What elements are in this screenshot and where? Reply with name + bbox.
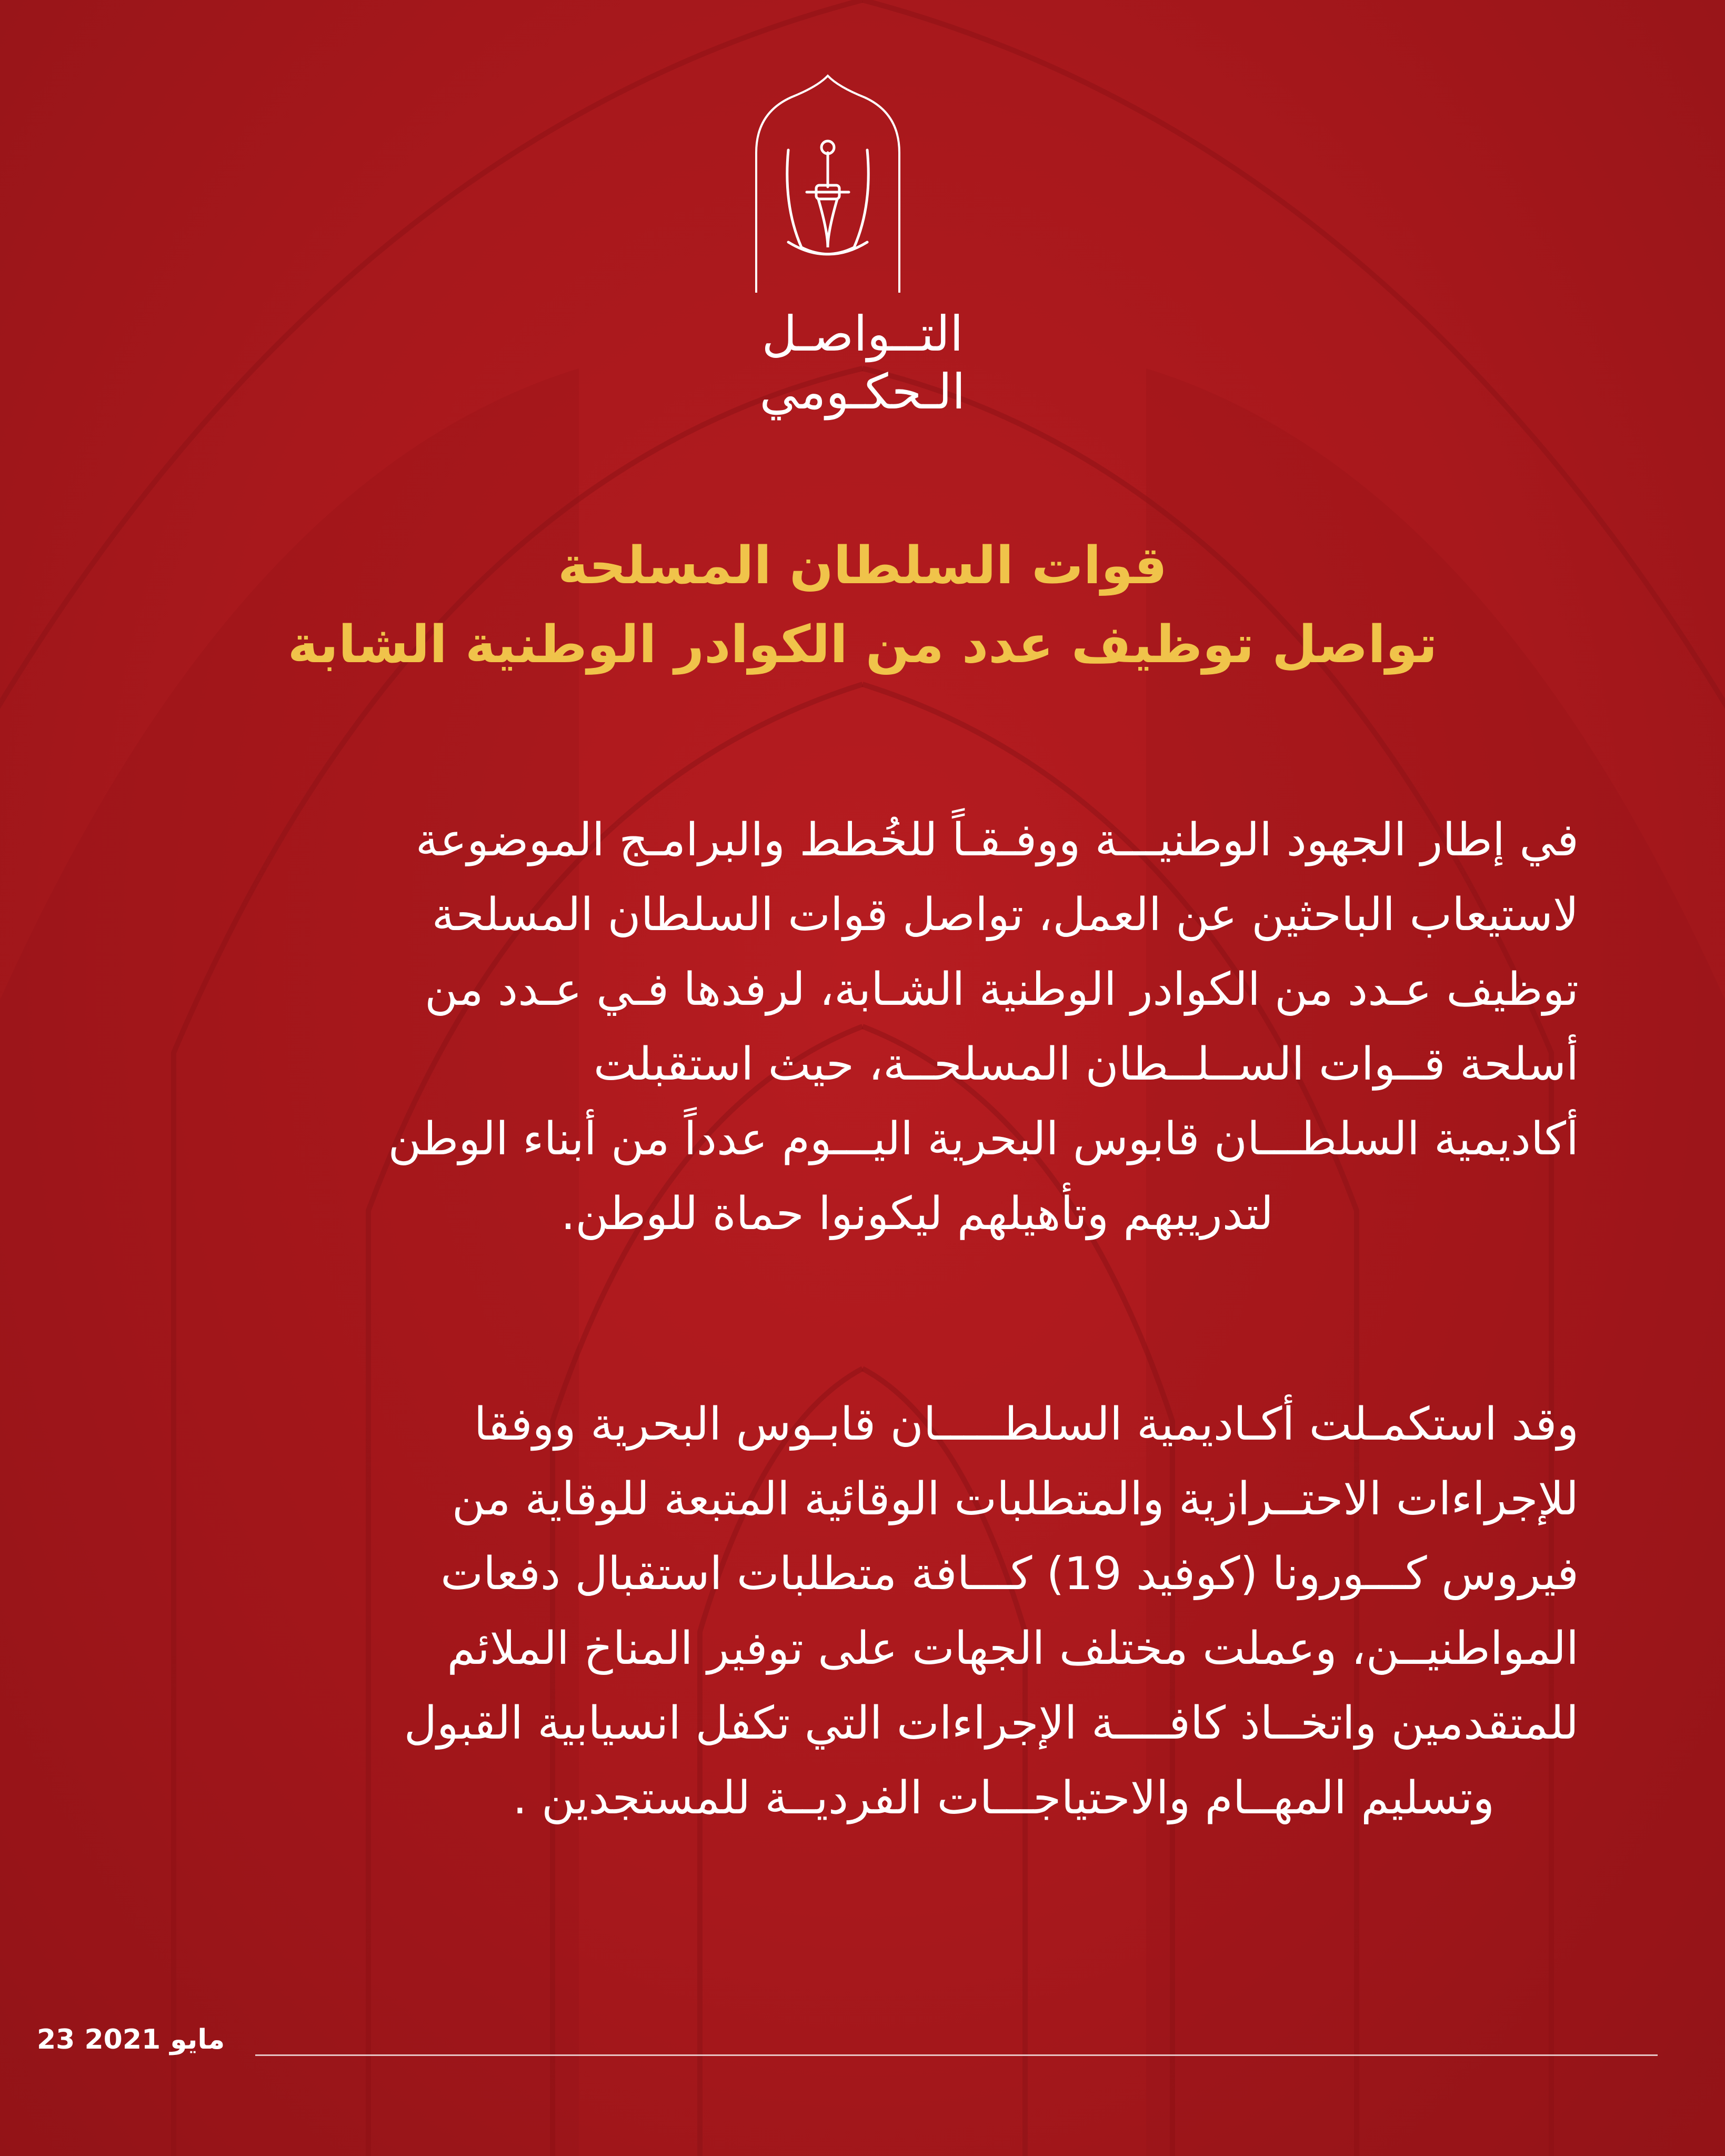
brand-name-line1: التــواصـل — [761, 306, 964, 362]
headline-line2: تواصل توظيف عدد من الكوادر الوطنية الشابة — [287, 615, 1438, 675]
government-communication-emblem — [754, 74, 901, 295]
paragraph-line: للمتقدمين واتخــاذ كافــــة الإجراءات التي تكفل انسيابية القبول — [404, 1697, 1579, 1750]
paragraph-2 — [126, 1387, 1579, 1835]
headline-line1: قوات السلطان المسلحة — [558, 536, 1167, 596]
paragraph-line: للإجراءات الاحتــرازية والمتطلبات الوقائية المتبعة للوقاية من — [452, 1473, 1579, 1525]
paragraph-line: أكاديمية السلطـــان قابوس البحرية اليـــوم عدداً من أبناء الوطن — [388, 1113, 1579, 1165]
paragraph-line: وقد استكمـلت أكـاديمية السلطـــــان قابـوس البحرية ووفقا — [474, 1398, 1579, 1451]
footer-divider — [255, 2054, 1658, 2056]
paragraph-line: لتدريبهم وتأهيلهم ليكونوا حماة للوطن. — [560, 1187, 1273, 1240]
paragraph-line: في إطار الجهود الوطنيـــة ووفـقـاً للخُطط والبرامـج الموضوعة — [415, 814, 1579, 866]
paragraph-line: وتسليم المهــام والاحتياجـــات الفرديــة للمستجدين . — [513, 1772, 1495, 1824]
paragraph-line: المواطنيــن، وعملت مختلف الجهات على توفير المناخ الملائم — [447, 1622, 1579, 1675]
paragraph-line: أسلحة قــوات الســلــطان المسلحــة، حيث استقبلت — [593, 1038, 1579, 1091]
paragraph-line: توظيف عـدد من الكوادر الوطنية الشـابة، لرفدها فـي عـدد من — [425, 963, 1579, 1016]
brand-name — [652, 305, 1073, 421]
brand-name-line2: الـحكـومي — [759, 364, 966, 420]
paragraph-line: لاستيعاب الباحثين عن العمل، تواصل قوات السلطان المسلحة — [432, 889, 1579, 941]
khanjar-emblem-icon — [787, 141, 868, 254]
headline — [105, 526, 1620, 684]
publication-date: 23 مايو 2021 — [37, 2024, 225, 2055]
paragraph-line: فيروس كـــورونا (كوفيد 19) كـــافة متطلبات استقبال دفعات — [440, 1548, 1579, 1600]
paragraph-1 — [126, 803, 1579, 1251]
